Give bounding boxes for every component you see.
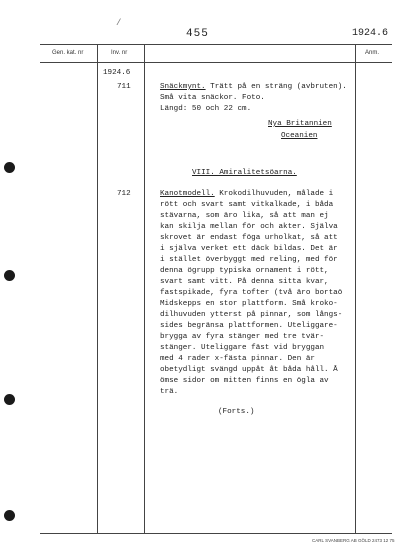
entry2-line: i själva verket ett däck bildas. Det är [160,245,338,253]
section-heading: VIII. Amiralitetsöarna. [192,169,297,177]
page-date: 1924.6 [352,28,389,39]
page-number: 455 [186,28,209,40]
header-top-rule [40,44,392,45]
entry-line: Trätt på en sträng (avbruten). [205,83,347,91]
entry2-line: Krokodilhuvuden, målade i [214,190,334,198]
entry-date: 1924.6 [103,69,131,77]
entry2-line: fastspikade, fyra tofter (två äro bortaö [160,289,343,297]
binder-hole-2 [4,270,15,281]
entry2-line: rött och svart samt vitkalkade, i båda [160,201,334,209]
header-bottom-rule [40,62,392,63]
column-divider-3 [355,44,356,533]
entry2-line: kan skilja mellan för och akter. Själva [160,223,338,231]
column-divider-1 [97,44,98,533]
entry2-text [160,189,333,200]
entry2-line: stävarna, som äro lika, så att man ej [160,212,329,220]
binder-hole-1 [4,162,15,173]
column-divider-2 [144,44,145,533]
entry2-line: skrovet är endast föga urholkat, så att [160,234,338,242]
entry2-line: med 4 rader x-fästa pinnar. Den är [160,355,315,363]
printer-imprint: CARL SVANBERG AB GÖLD 2473 12 75 [312,538,395,543]
binder-hole-3 [4,394,15,405]
entry2-inv-nr: 712 [117,190,131,198]
entry2-line: sides begränsa plattformen. Uteliggare- [160,322,338,330]
header-inv-nr: Inv. nr [111,50,128,56]
entry2-line: brygga av fyra stänger med tre tvär- [160,333,325,341]
entry2-title: Kanotmodell. [160,190,215,198]
entry-title: Snäckmynt. [160,83,206,91]
entry2-line: obetydligt svängd uppåt åt båda håll. Å [160,366,338,374]
header-anm: Anm. [365,50,380,56]
entry2-line: stänger. Uteliggare fäst vid bryggan [160,344,325,352]
entry-line: Små vita snäckor. Foto. [160,94,265,102]
entry2-line: Midskepps en stor plattform. Små kroko- [160,300,338,308]
entry2-line: svart samt vitt. På denna sitta kvar, [160,278,329,286]
entry2-line: denna ögrupp typiska ornament i rött, [160,267,329,275]
binder-hole-4 [4,510,15,521]
continued-note: (Forts.) [218,408,255,416]
pencil-mark: / [116,18,122,28]
entry-inv-nr: 711 [117,83,131,91]
header-gen-kat-nr: Gen. kat. nr [52,50,84,56]
entry-origin-region: Nya Britannien [268,120,332,128]
entry-origin-area: Oceanien [281,132,318,140]
entry2-line: dilhuvuden ytterst på pinnar, som långs- [160,311,343,319]
entry2-line: trä. [160,388,179,396]
entry2-line: i stället överbyggt med reling, med för [160,256,338,264]
entry-text [160,82,347,93]
entry2-line: ömse sidor om mitten finns en ögla av [160,377,329,385]
page-bottom-rule [40,533,392,534]
entry-line: Längd: 50 och 22 cm. [160,105,252,113]
